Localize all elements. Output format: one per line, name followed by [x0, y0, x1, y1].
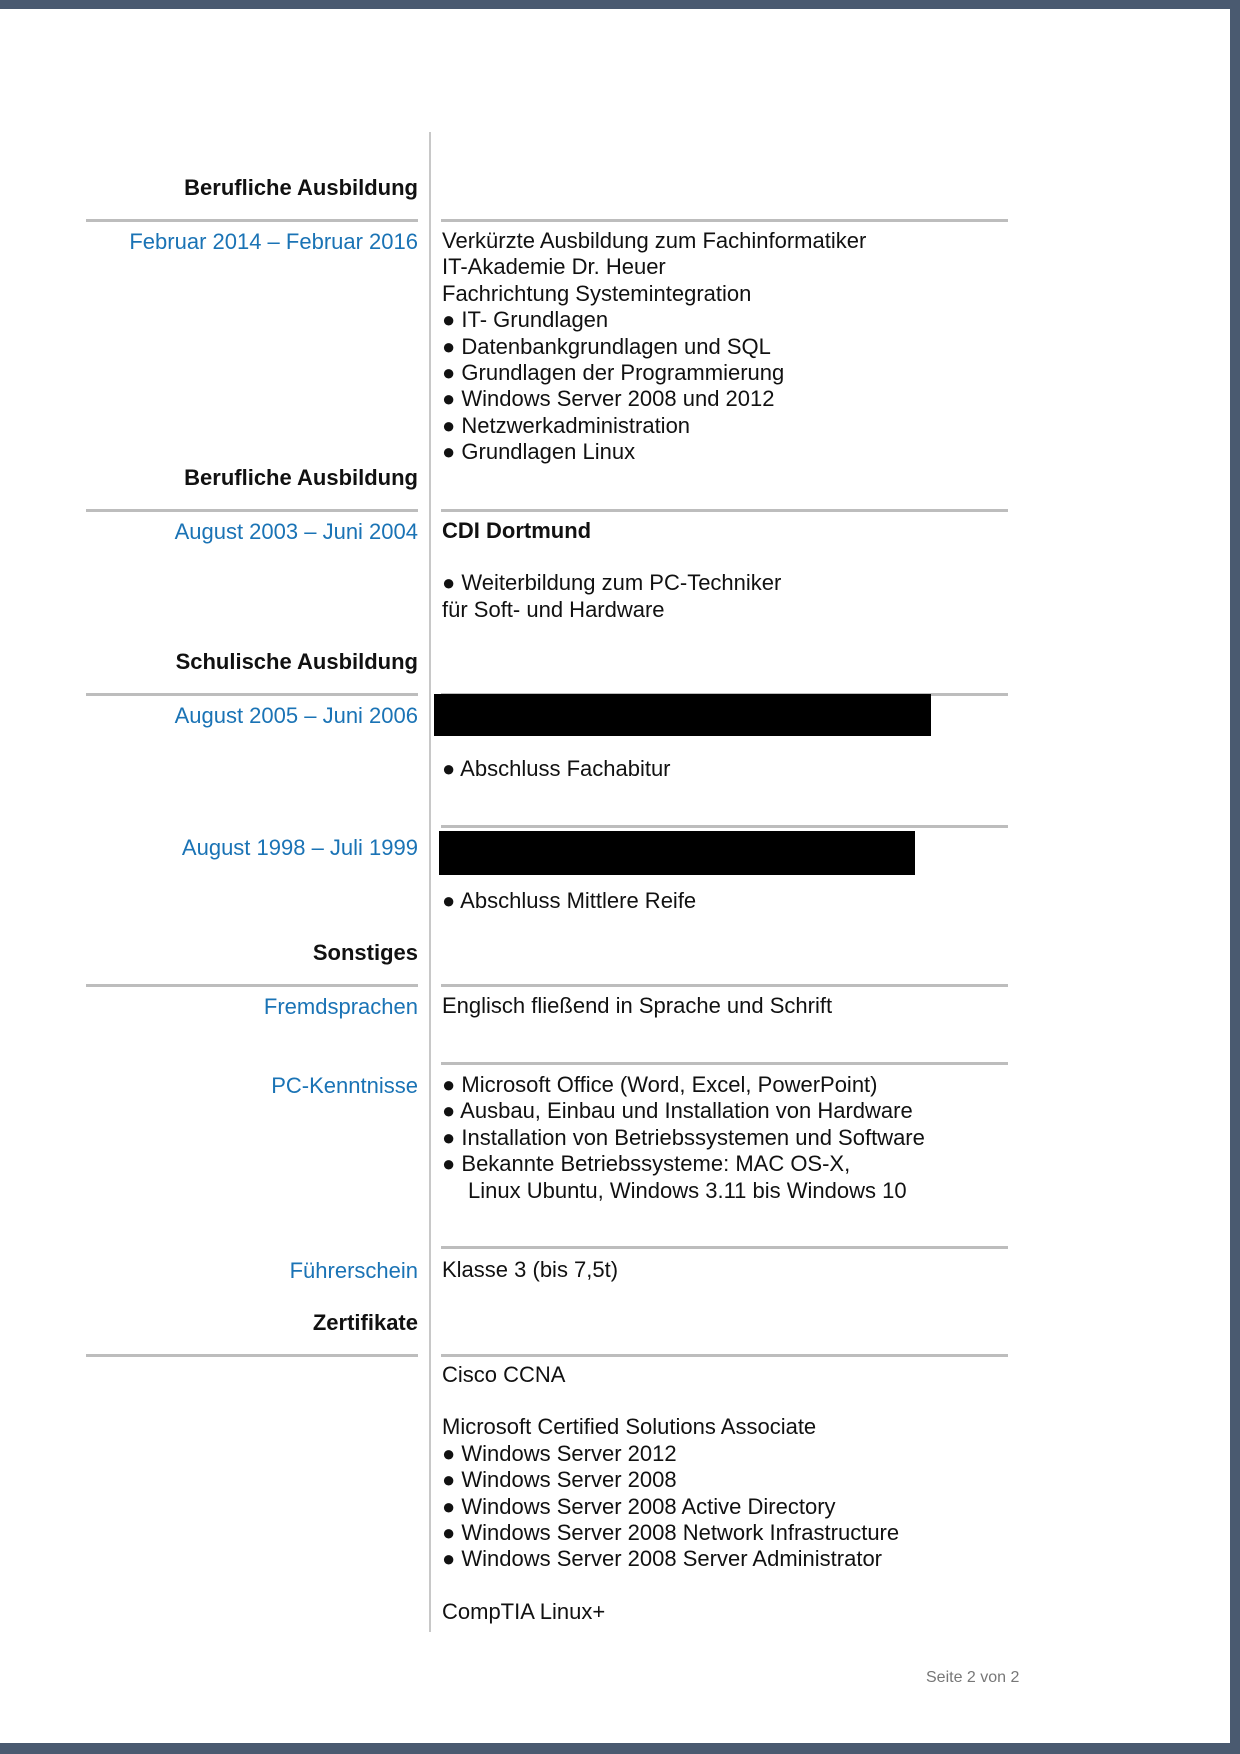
entry-line: ● Microsoft Office (Word, Excel, PowerPoint) — [442, 1072, 878, 1097]
redaction-box — [439, 831, 915, 875]
section-rule-right — [441, 1354, 1008, 1357]
document-page — [0, 9, 1230, 1743]
section-heading-sonstiges: Sonstiges — [312, 940, 418, 965]
entry-line: ● Datenbankgrundlagen und SQL — [442, 333, 771, 359]
entry-line: Microsoft Certified Solutions Associate — [442, 1414, 817, 1440]
entry-label-fremdsprachen: Fremdsprachen — [263, 994, 418, 1019]
entry-rule-right — [441, 1246, 1008, 1249]
entry-date: August 2005 – Juni 2006 — [174, 703, 418, 728]
entry-fuehrerschein — [442, 1257, 618, 1283]
entry-line: ● Netzwerkadministration — [442, 412, 691, 438]
entry-line: ● Windows Server 2008 und 2012 — [442, 386, 775, 412]
entry-line: ● Abschluss Mittlere Reife — [442, 888, 697, 913]
section-heading-berufliche-ausbildung: Berufliche Ausbildung — [184, 465, 418, 490]
section-rule-left — [86, 219, 418, 222]
entry-line: ● Grundlagen Linux — [442, 439, 636, 465]
entry-mittlere-reife — [442, 888, 696, 914]
entry-line: für Soft- und Hardware — [442, 596, 665, 622]
entry-line: ● Installation von Betriebssystemen und Software — [442, 1124, 925, 1150]
entry-pc-kenntnisse — [442, 1072, 925, 1204]
entry-line: Fachrichtung Systemintegration — [442, 280, 752, 306]
section-rule-left — [86, 1354, 418, 1357]
entry-date: August 2003 – Juni 2004 — [174, 519, 418, 544]
entry-line: ● Windows Server 2008 Active Directory — [442, 1493, 836, 1519]
section-rule-right — [441, 984, 1008, 987]
section-rule-right — [441, 219, 1008, 222]
entry-rule-right — [441, 825, 1008, 828]
entry-line: ● IT- Grundlagen — [442, 307, 609, 333]
entry-label-pc-kenntnisse: PC-Kenntnisse — [271, 1073, 418, 1098]
entry-fremdsprachen — [442, 993, 832, 1019]
entry-line: ● Windows Server 2008 — [442, 1467, 677, 1493]
spacer — [442, 1573, 899, 1599]
entry-line: CompTIA Linux+ — [442, 1598, 606, 1624]
entry-date: August 1998 – Juli 1999 — [181, 835, 418, 860]
entry-rule-right — [441, 1062, 1008, 1065]
entry-line: ● Windows Server 2012 — [442, 1440, 677, 1466]
spacer — [442, 544, 781, 570]
entry-line: ● Windows Server 2008 Server Administrator — [442, 1546, 883, 1572]
entry-line: IT-Akademie Dr. Heuer — [442, 254, 666, 280]
section-rule-right — [441, 509, 1008, 512]
entry-line: Verkürzte Ausbildung zum Fachinformatiker — [442, 228, 867, 253]
spacer — [442, 1388, 899, 1414]
entry-line: ● Grundlagen der Programmierung — [442, 360, 785, 386]
section-rule-left — [86, 509, 418, 512]
redaction-box — [434, 694, 931, 736]
section-heading-schulische-ausbildung: Schulische Ausbildung — [175, 649, 418, 674]
section-heading-berufliche-ausbildung: Berufliche Ausbildung — [184, 175, 418, 200]
entry-line: ● Abschluss Fachabitur — [442, 756, 671, 781]
entry-line: Cisco CCNA — [442, 1362, 566, 1387]
entry-it-akademie — [442, 228, 866, 466]
entry-cdi — [442, 518, 781, 623]
entry-line: Klasse 3 (bis 7,5t) — [442, 1257, 619, 1282]
entry-fachabitur — [442, 756, 671, 782]
entry-line: Linux Ubuntu, Windows 3.11 bis Windows 10 — [468, 1177, 907, 1203]
entry-title: CDI Dortmund — [442, 518, 592, 543]
section-rule-left — [86, 693, 418, 696]
entry-zertifikate — [442, 1362, 899, 1625]
entry-line: ● Weiterbildung zum PC-Techniker — [442, 570, 782, 596]
entry-date: Februar 2014 – Februar 2016 — [129, 229, 418, 254]
entry-line: ● Windows Server 2008 Network Infrastructure — [442, 1520, 900, 1546]
entry-line: Englisch fließend in Sprache und Schrift — [442, 993, 833, 1018]
section-rule-left — [86, 984, 418, 987]
entry-label-fuehrerschein: Führerschein — [289, 1258, 418, 1283]
entry-line: ● Ausbau, Einbau und Installation von Hardware — [442, 1098, 913, 1124]
entry-line: ● Bekannte Betriebssysteme: MAC OS-X, — [442, 1151, 851, 1177]
vertical-divider — [429, 132, 431, 1632]
page-number: Seite 2 von 2 — [926, 1669, 1020, 1686]
section-heading-zertifikate: Zertifikate — [312, 1310, 418, 1335]
